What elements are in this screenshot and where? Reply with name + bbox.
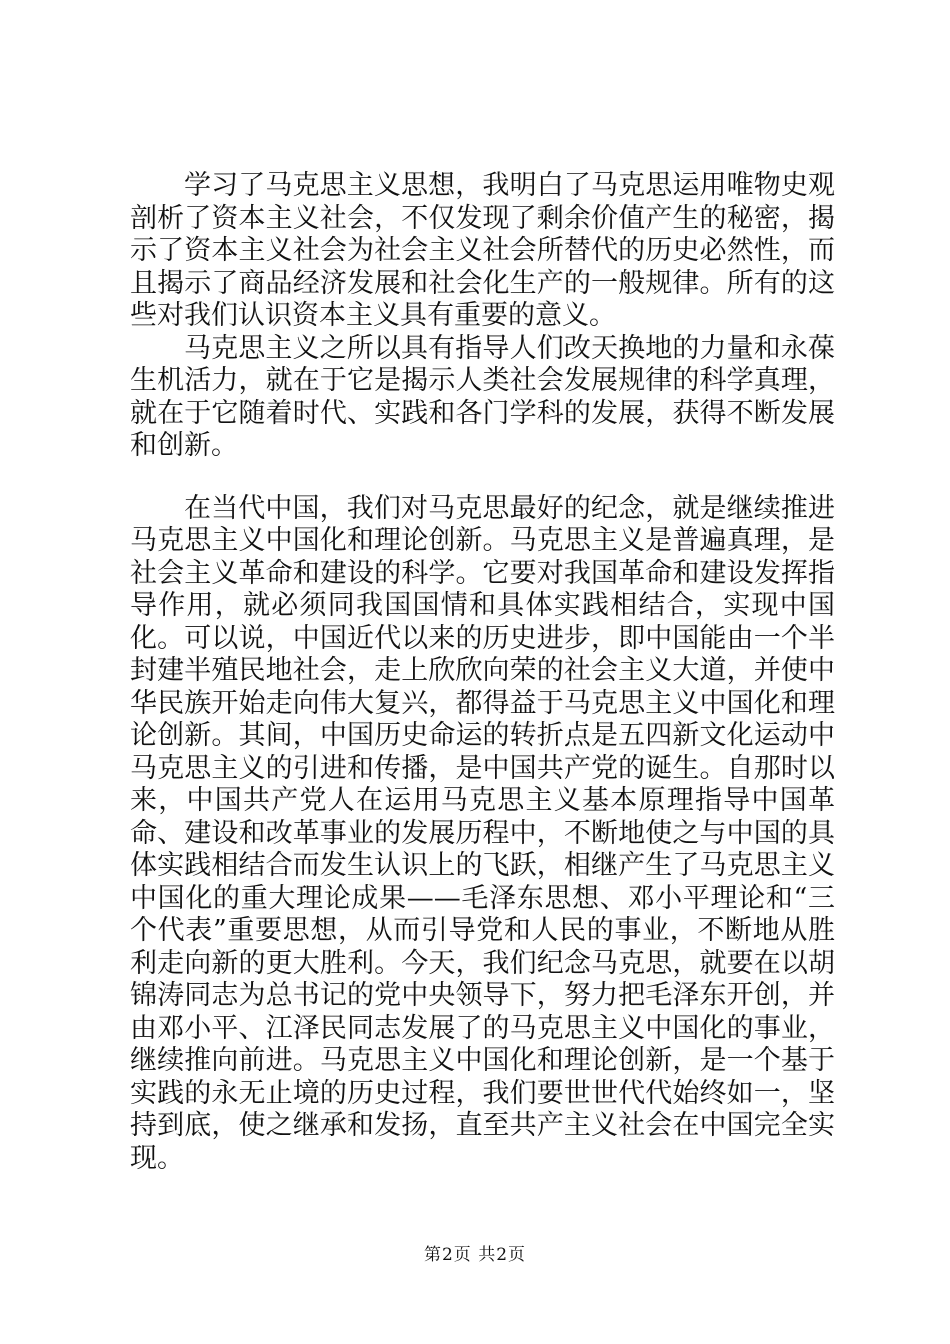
paragraph-3: 在当代中国，我们对马克思最好的纪念，就是继续推进马克思主义中国化和理论创新。马克思主义是普遍真理，是社会主义革命和建设的科学。它要对我国革命和建设发挥指导作用，就必须同我国国情和具体实践相结合，实现中国化。可以说，中国近代以来的历史进步，即中国能由一个半封建半殖民地社会，走上欣欣向荣的社会主义大道，并使中华民族开始走向伟大复兴，都得益于马克思主义中国化和理论创新。其间，中国历史命运的转折点是五四新文化运动中马克思主义的引进和传播，是中国共产党的诞生。自那时以来，中国共产党人在运用马克思主义基本原理指导中国革命、建设和改革事业的发展历程中，不断地使之与中国的具体实践相结合而发生认识上的飞跃，相继产生了马克思主义中国化的重大理论成果——毛泽东思想、邓小平理论和“三个代表”重要思想，从而引导党和人民的事业，不断地从胜利走向新的更大胜利。今天，我们纪念马克思，就要在以胡锦涛同志为总书记的党中央领导下，努力把毛泽东开创，并由邓小平、江泽民同志发展了的马克思主义中国化的事业，继续推向前进。马克思主义中国化和理论创新，是一个基于实践的永无止境的历史过程，我们要世世代代始终如一，坚持到底，使之继承和发扬，直至共产主义社会在中国完全实现。 (130, 492, 835, 1174)
page-number-footer: 第2页 共2页 (423, 1245, 527, 1265)
paragraph-2: 马克思主义之所以具有指导人们改天换地的力量和永葆生机活力，就在于它是揭示人类社会发展规律的科学真理，就在于它随着时代、实践和各门学科的发展，获得不断发展和创新。 (130, 332, 835, 461)
document-body (130, 170, 835, 1175)
paragraph-1: 学习了马克思主义思想，我明白了马克思运用唯物史观剖析了资本主义社会，不仅发现了剩余价值产生的秘密，揭示了资本主义社会为社会主义社会所替代的历史必然性，而且揭示了商品经济发展和社会化生产的一般规律。所有的这些对我们认识资本主义具有重要的意义。 (130, 170, 835, 331)
